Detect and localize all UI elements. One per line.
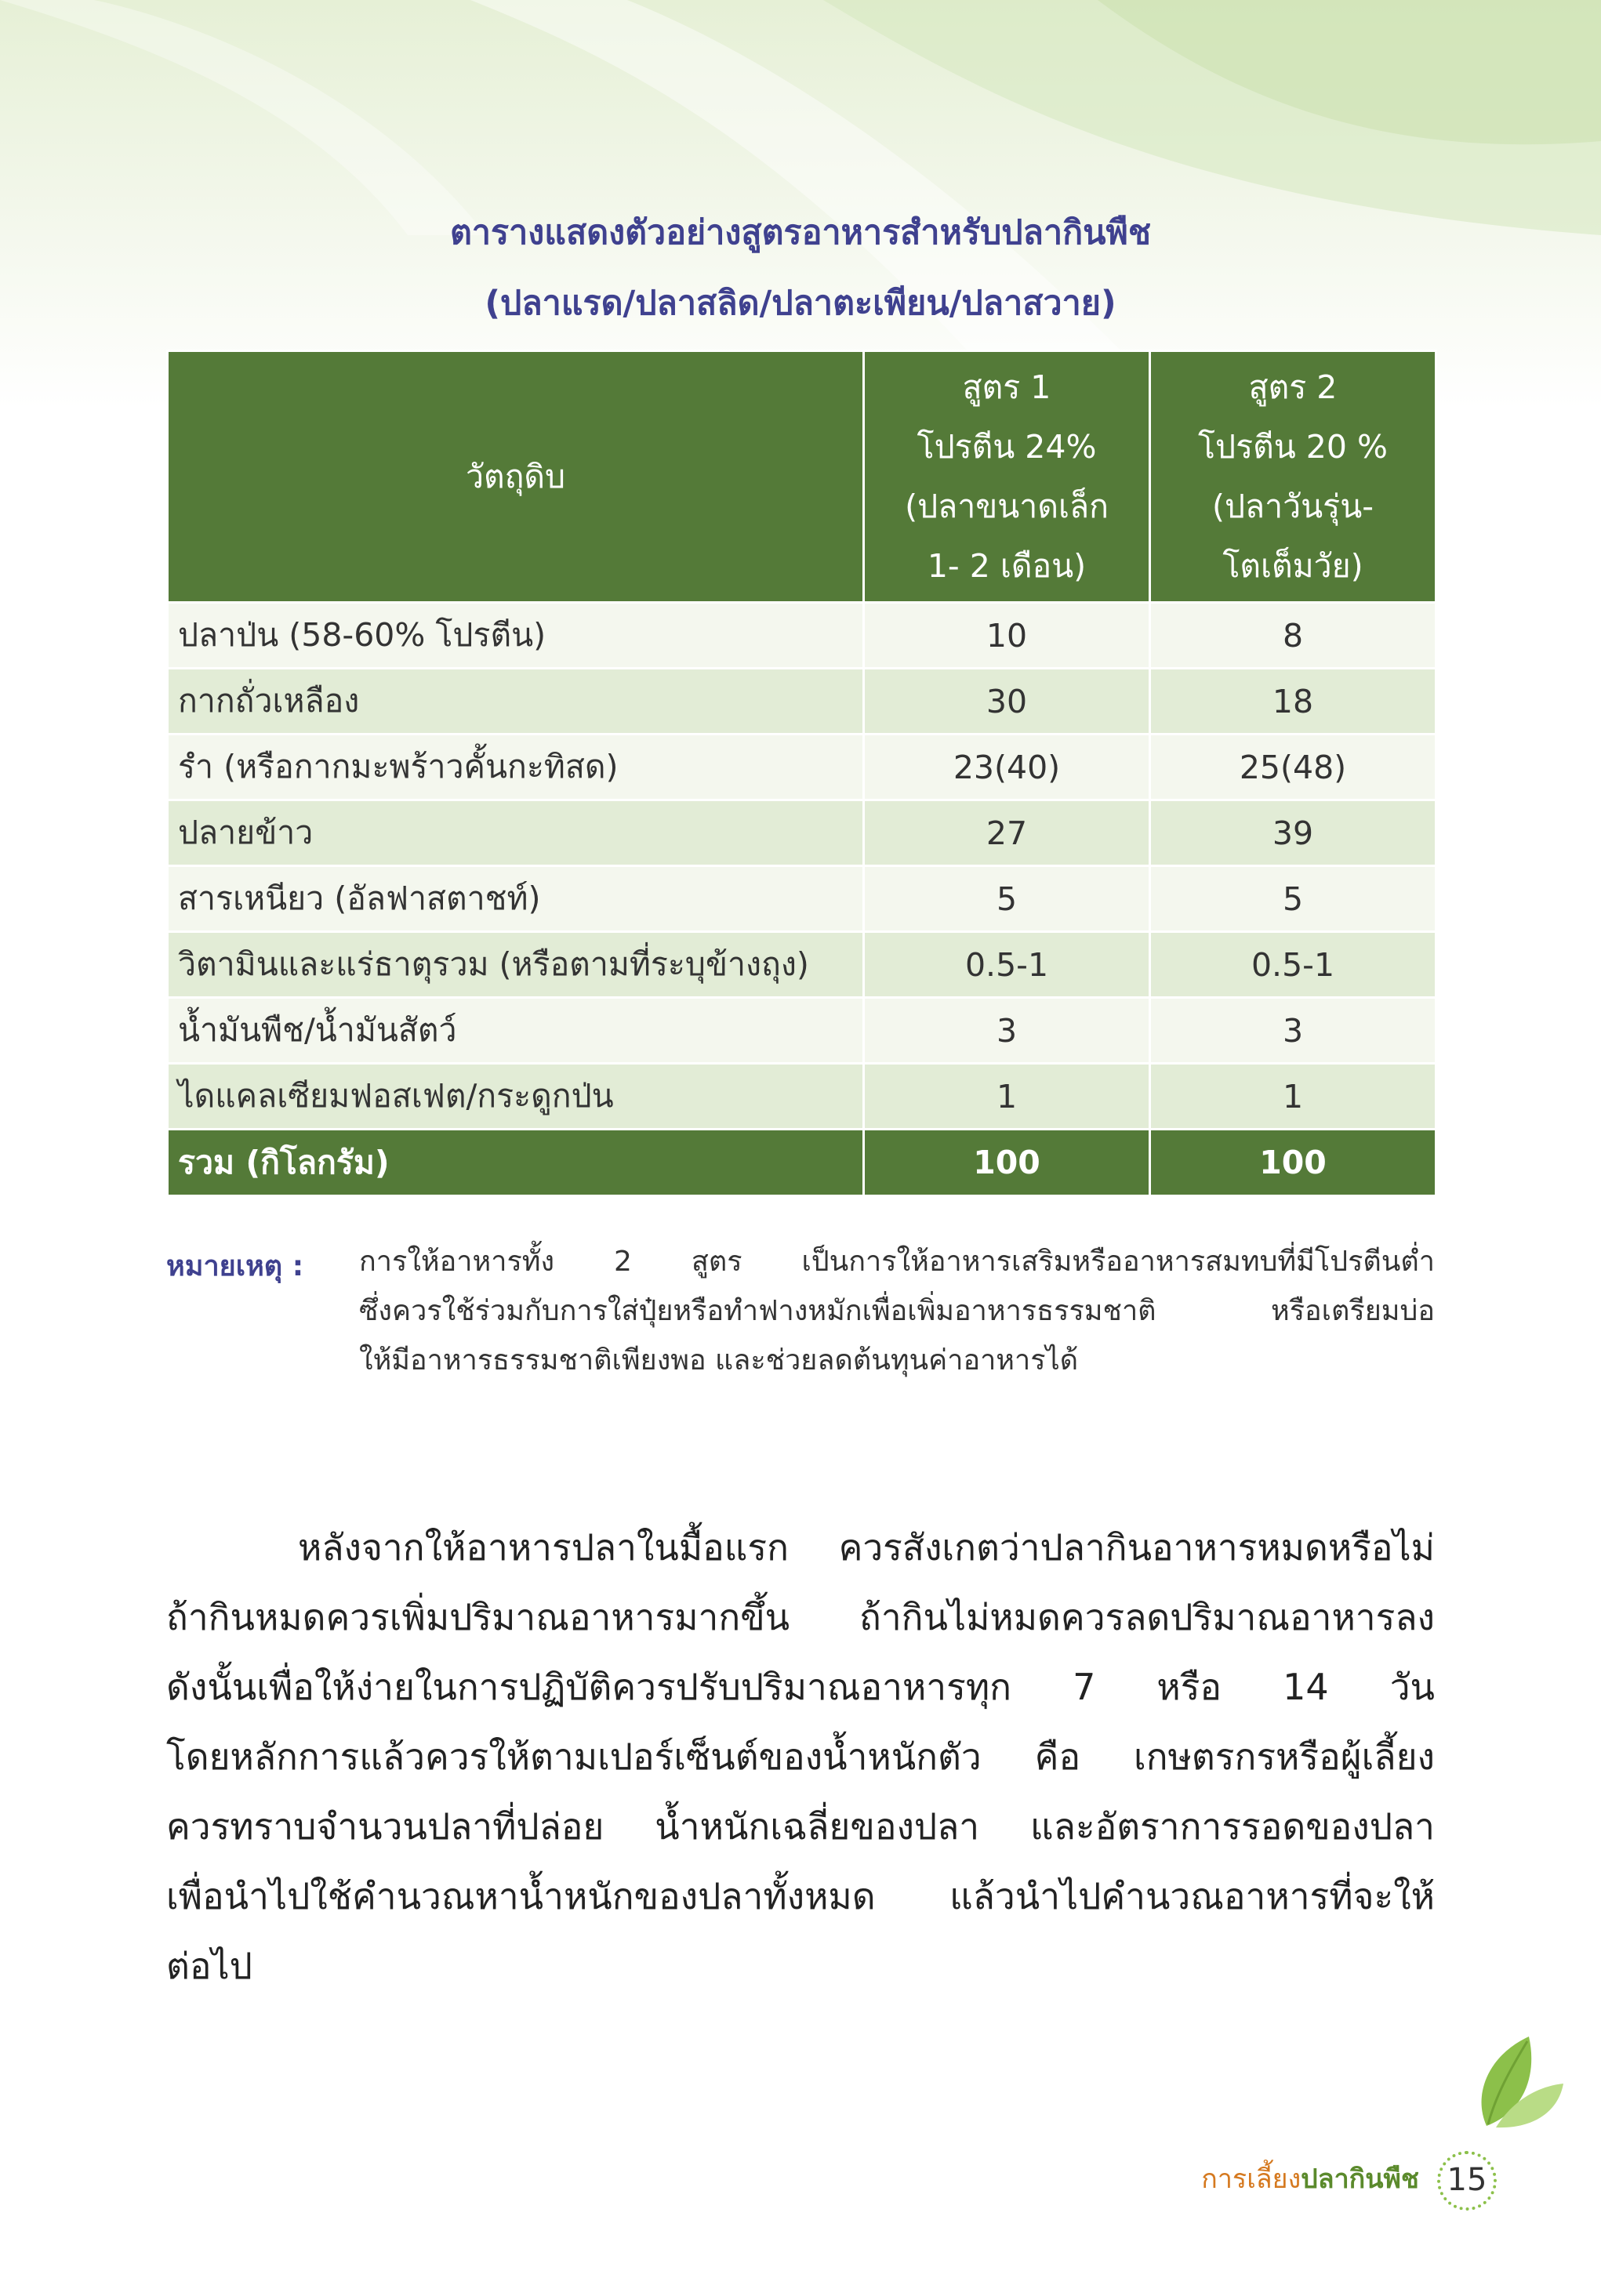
table-subtitle: (ปลาแรด/ปลาสลิด/ปลาตะเพียน/ปลาสวาย) bbox=[485, 284, 1116, 323]
formula-2-value: 8 bbox=[1150, 603, 1436, 669]
formula-1-header-line: โปรตีน 24% bbox=[917, 428, 1097, 466]
formula-1-header-line: 1- 2 เดือน) bbox=[927, 547, 1087, 585]
ingredient-name: วิตามินและแร่ธาตุรวม (หรือตามที่ระบุข้างถุง) bbox=[168, 932, 864, 998]
footer-book-title bbox=[1201, 2157, 1419, 2200]
formula-2-header-line: โตเต็มวัย) bbox=[1222, 547, 1363, 585]
paragraph-line: โดยหลักการแล้วควรให้ตามเปอร์เซ็นต์ของน้ำหนักตัว คือ เกษตรกรหรือผู้เลี้ยง bbox=[166, 1736, 1435, 1778]
formula-1-value: 3 bbox=[864, 998, 1150, 1064]
note-line: ซึ่งควรใช้ร่วมกับการใส่ปุ๋ยหรือทำฟางหมักเพื่อเพิ่มอาหารธรรมชาติ หรือเตรียมบ่อ bbox=[359, 1295, 1435, 1327]
formula-1-value: 0.5-1 bbox=[864, 932, 1150, 998]
formula-2-header-line: โปรตีน 20 % bbox=[1198, 428, 1388, 466]
note-line: การให้อาหารทั้ง 2 สูตร เป็นการให้อาหารเสริมหรืออาหารสมทบที่มีโปรตีนต่ำ bbox=[359, 1246, 1435, 1278]
feed-recipe-table bbox=[166, 350, 1437, 1197]
formula-2-header-line: (ปลาวันรุ่น- bbox=[1211, 488, 1374, 525]
note-text bbox=[359, 1237, 1435, 1385]
paragraph-line: เพื่อนำไปใช้คำนวณหาน้ำหนักของปลาทั้งหมด แล้วนำไปคำนวณอาหารที่จะให้ bbox=[166, 1875, 1435, 1917]
footer-title-part1: การเลี้ยง bbox=[1201, 2164, 1301, 2195]
formula-2-value: 5 bbox=[1150, 866, 1436, 932]
total-label: รวม (กิโลกรัม) bbox=[168, 1130, 864, 1196]
formula-2-value: 25(48) bbox=[1150, 735, 1436, 800]
formula-1-value: 23(40) bbox=[864, 735, 1150, 800]
table-row bbox=[168, 932, 1436, 998]
formula-1-value: 30 bbox=[864, 669, 1150, 735]
ingredient-header: วัตถุดิบ bbox=[168, 351, 864, 603]
note-label: หมายเหตุ : bbox=[166, 1250, 304, 1282]
formula-2-value: 18 bbox=[1150, 669, 1436, 735]
formula-1-value: 5 bbox=[864, 866, 1150, 932]
formula-1-value: 27 bbox=[864, 800, 1150, 866]
ingredient-name: น้ำมันพืช/น้ำมันสัตว์ bbox=[168, 998, 864, 1064]
formula-1-header-line: (ปลาขนาดเล็ก bbox=[905, 488, 1109, 525]
table-total-row bbox=[168, 1130, 1436, 1196]
paragraph-line: ควรทราบจำนวนปลาที่ปล่อย น้ำหนักเฉลี่ยของปลา และอัตราการรอดของปลา bbox=[166, 1805, 1435, 1848]
table-row bbox=[168, 800, 1436, 866]
note-line: ให้มีอาหารธรรมชาติเพียงพอ และช่วยลดต้นทุนค่าอาหารได้ bbox=[359, 1344, 1079, 1377]
formula-1-header-line: สูตร 1 bbox=[962, 368, 1051, 406]
background-leaf-decoration bbox=[0, 0, 1601, 408]
ingredient-name: ปลาป่น (58-60% โปรตีน) bbox=[168, 603, 864, 669]
ingredient-name: สารเหนียว (อัลฟาสตาชท์) bbox=[168, 866, 864, 932]
page-number: 15 bbox=[1437, 2151, 1497, 2211]
formula-2-value: 1 bbox=[1150, 1064, 1436, 1130]
leaf-icon bbox=[1472, 2032, 1567, 2137]
ingredient-name: กากถั่วเหลือง bbox=[168, 669, 864, 735]
formula-1-header bbox=[864, 351, 1150, 603]
ingredient-name: ปลายข้าว bbox=[168, 800, 864, 866]
formula-1-total: 100 bbox=[864, 1130, 1150, 1196]
formula-2-total: 100 bbox=[1150, 1130, 1436, 1196]
table-row bbox=[168, 669, 1436, 735]
table-title: ตารางแสดงตัวอย่างสูตรอาหารสำหรับปลากินพืช bbox=[449, 213, 1152, 252]
paragraph-line: หลังจากให้อาหารปลาในมื้อแรก ควรสังเกตว่าปลากินอาหารหมดหรือไม่ bbox=[298, 1526, 1435, 1569]
table-row bbox=[168, 603, 1436, 669]
table-row bbox=[168, 866, 1436, 932]
footer-title-part2: ปลากินพืช bbox=[1301, 2164, 1419, 2195]
ingredient-name: รำ (หรือกากมะพร้าวคั้นกะทิสด) bbox=[168, 735, 864, 800]
table-row bbox=[168, 998, 1436, 1064]
paragraph-line: ดังนั้นเพื่อให้ง่ายในการปฏิบัติควรปรับปริมาณอาหารทุก 7 หรือ 14 วัน bbox=[166, 1666, 1435, 1708]
paragraph-line: ถ้ากินหมดควรเพิ่มปริมาณอาหารมากขึ้น ถ้ากินไม่หมดควรลดปริมาณอาหารลง bbox=[166, 1596, 1435, 1638]
body-paragraph bbox=[166, 1513, 1435, 2001]
formula-2-value: 0.5-1 bbox=[1150, 932, 1436, 998]
formula-2-header-line: สูตร 2 bbox=[1248, 368, 1338, 406]
formula-2-value: 3 bbox=[1150, 998, 1436, 1064]
formula-1-value: 1 bbox=[864, 1064, 1150, 1130]
ingredient-name: ไดแคลเซียมฟอสเฟต/กระดูกป่น bbox=[168, 1064, 864, 1130]
formula-2-value: 39 bbox=[1150, 800, 1436, 866]
formula-1-value: 10 bbox=[864, 603, 1150, 669]
table-row bbox=[168, 735, 1436, 800]
table-header-row bbox=[168, 351, 1436, 603]
formula-2-header bbox=[1150, 351, 1436, 603]
table-row bbox=[168, 1064, 1436, 1130]
paragraph-line: ต่อไป bbox=[166, 1945, 252, 1987]
